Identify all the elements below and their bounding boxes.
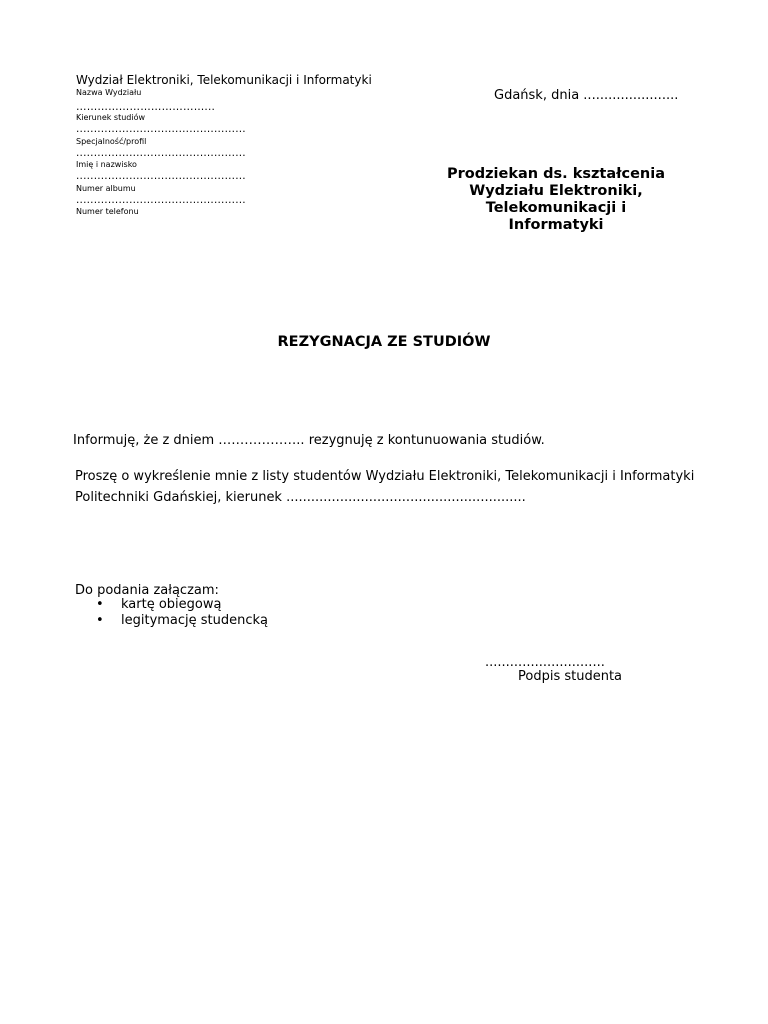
resignation-statement: Informuję, że z dniem ……………….. rezygnuję z kontunuowania studiów. — [73, 433, 545, 448]
signature-label: Podpis studenta — [518, 669, 623, 684]
bullet-icon: • — [96, 612, 104, 628]
field-dots-field-of-study: ................................................ — [76, 123, 246, 135]
removal-request-line-2: Politechniki Gdańskiej, kierunek .......................................................... — [75, 490, 526, 505]
field-label-faculty-name: Nazwa Wydziału — [76, 88, 142, 97]
field-label-phone: Numer telefonu — [76, 207, 139, 216]
bullet-icon: • — [96, 597, 104, 612]
field-label-specialty: Specjalność/profil — [76, 137, 147, 146]
addressee-line: Wydziału Elektroniki, — [469, 183, 643, 199]
signature-dots: ............................. — [485, 655, 605, 670]
field-label-field-of-study: Kierunek studiów — [76, 113, 146, 122]
field-dots-name: ................................................ — [76, 170, 246, 182]
place-date: Gdańsk, dnia ....................... — [494, 88, 679, 103]
addressee-line: Telekomunikacji i — [485, 200, 627, 216]
document-title: REZYGNACJA ZE STUDIÓW — [277, 334, 491, 350]
faculty-title: Wydział Elektroniki, Telekomunikacji i Informatyki — [76, 73, 372, 87]
addressee-line: Informatyki — [508, 217, 604, 233]
attachments-list — [94, 597, 268, 628]
attachment-label: legitymację studencką — [121, 612, 269, 628]
attachments-intro: Do podania załączam: — [75, 583, 219, 598]
field-label-name: Imię i nazwisko — [76, 160, 137, 169]
attachment-label: kartę obiegową — [121, 597, 222, 612]
list-item — [94, 613, 268, 629]
addressee-line: Prodziekan ds. kształcenia — [446, 166, 666, 182]
removal-request-line-1: Proszę o wykreślenie mnie z listy studentów Wydziału Elektroniki, Telekomunikacji i Informatyki — [75, 469, 695, 484]
field-dots-faculty-name: ………………………………... — [76, 101, 216, 113]
addressee-block — [420, 166, 692, 234]
field-dots-album-number: ................................................ — [76, 194, 246, 206]
field-dots-specialty: ................................................ — [76, 147, 246, 159]
field-label-album-number: Numer albumu — [76, 184, 136, 193]
list-item — [94, 597, 268, 613]
